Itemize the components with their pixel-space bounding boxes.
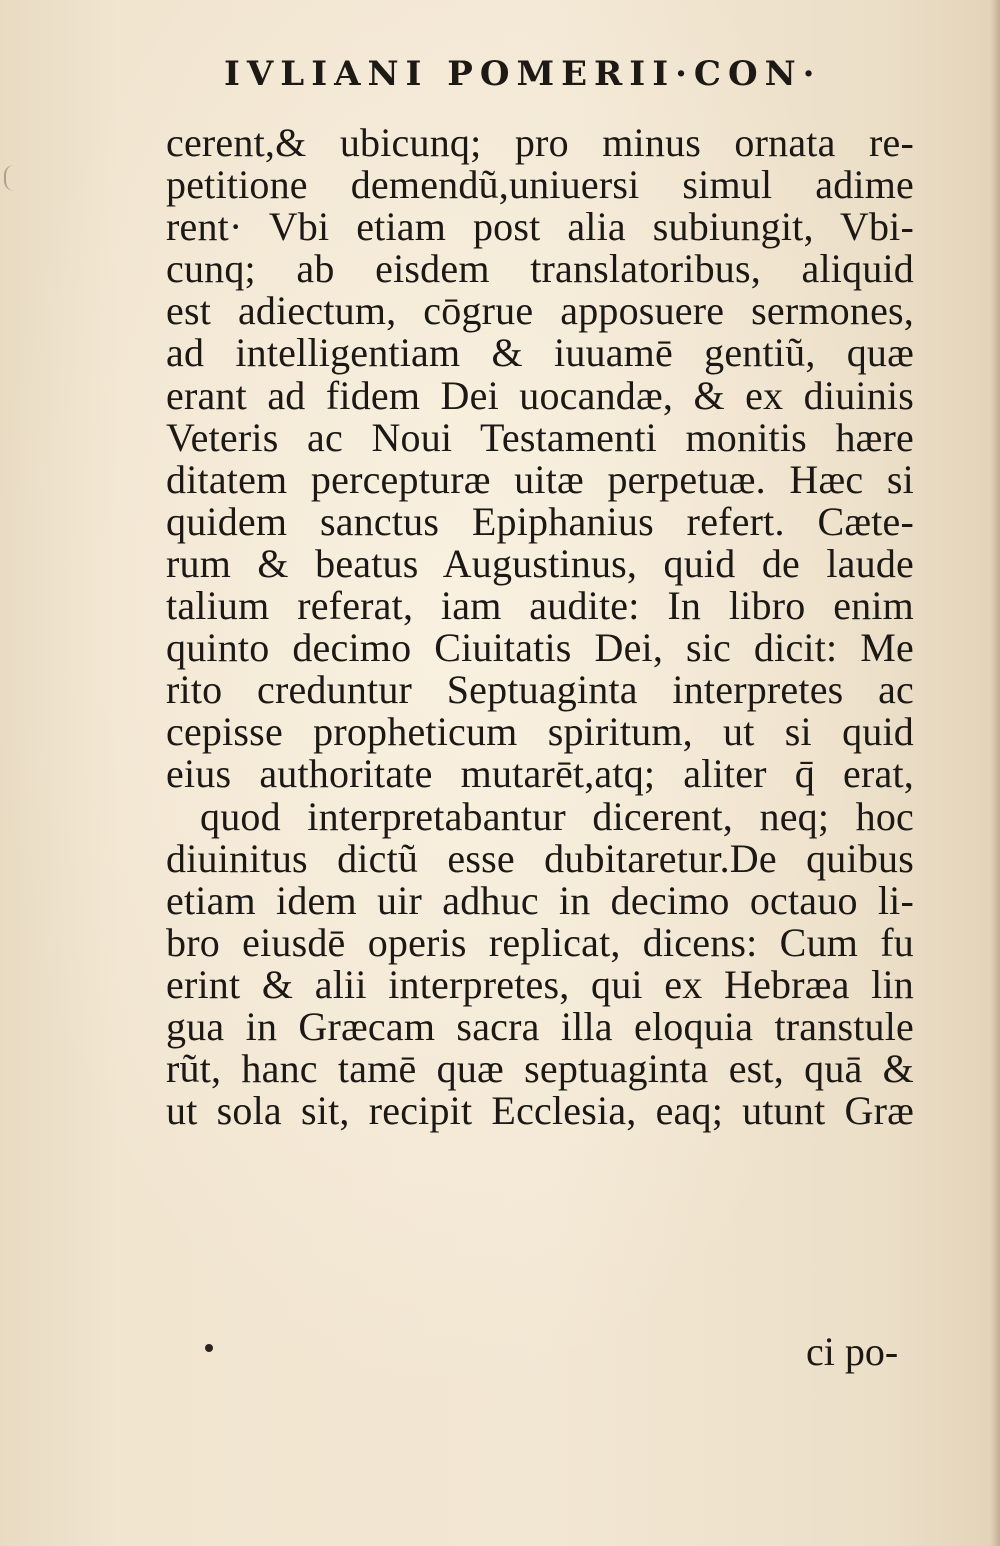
text-line: rũt, hanc tamē quæ septuaginta est, quā & (166, 1046, 914, 1092)
text-line: quinto decimo Ciuitatis Dei, sic dicit: Me (166, 625, 914, 671)
text-line: quod interpretabantur dicerent, neq; hoc (200, 793, 914, 839)
text-line: Veteris ac Noui Testamenti monitis hære (166, 414, 914, 460)
text-line: talium referat, iam audite: In libro enim (166, 583, 914, 629)
text-line: ut sola sit, recipit Ecclesia, eaq; utunt Græ (166, 1088, 914, 1134)
running-head: IVLIANI POMERII·CON· (224, 54, 822, 94)
page-edge-shadow (990, 0, 1000, 1546)
text-line: gua in Græcam sacra illa eloquia transtule (166, 1003, 914, 1049)
text-line: quidem sanctus Epiphanius refert. Cæte- (166, 498, 914, 544)
text-line: cunq; ab eisdem translatoribus, aliquid (166, 246, 914, 292)
text-line: ditatem percepturæ uitæ perpetuæ. Hæc si (166, 456, 914, 502)
text-line: ad intelligentiam & iuuamē gentiũ, quæ (166, 330, 914, 376)
text-line: rum & beatus Augustinus, quid de laude (166, 540, 914, 586)
body-text (166, 122, 914, 1132)
text-line: etiam idem uir adhuc in decimo octauo li- (166, 877, 914, 923)
margin-mark (4, 165, 14, 191)
text-line: est adiectum, cōgrue apposuere sermones, (166, 288, 914, 334)
text-line: eius authoritate mutarēt,atq; aliter q̄ erat, (166, 751, 914, 797)
text-line: erint & alii interpretes, qui ex Hebræa lin (166, 961, 914, 1007)
text-line: erant ad fidem Dei uocandæ, & ex diuinis (166, 372, 914, 418)
text-line: cepisse propheticum spiritum, ut si quid (166, 709, 914, 755)
text-line: rito creduntur Septuaginta interpretes ac (166, 667, 914, 713)
text-line: bro eiusdē operis replicat, dicens: Cum fu (166, 919, 914, 965)
text-line: cerent,& ubicunq; pro minus ornata re- (166, 120, 914, 165)
text-line: diuinitus dictũ esse dubitaretur.De quibus (166, 835, 914, 881)
signature-dot (205, 1344, 213, 1352)
catchword: ci po- (806, 1329, 899, 1374)
text-line: petitione demendũ,uniuersi simul adime (166, 162, 914, 208)
text-line: rent· Vbi etiam post alia subiungit, Vbi- (166, 204, 914, 250)
